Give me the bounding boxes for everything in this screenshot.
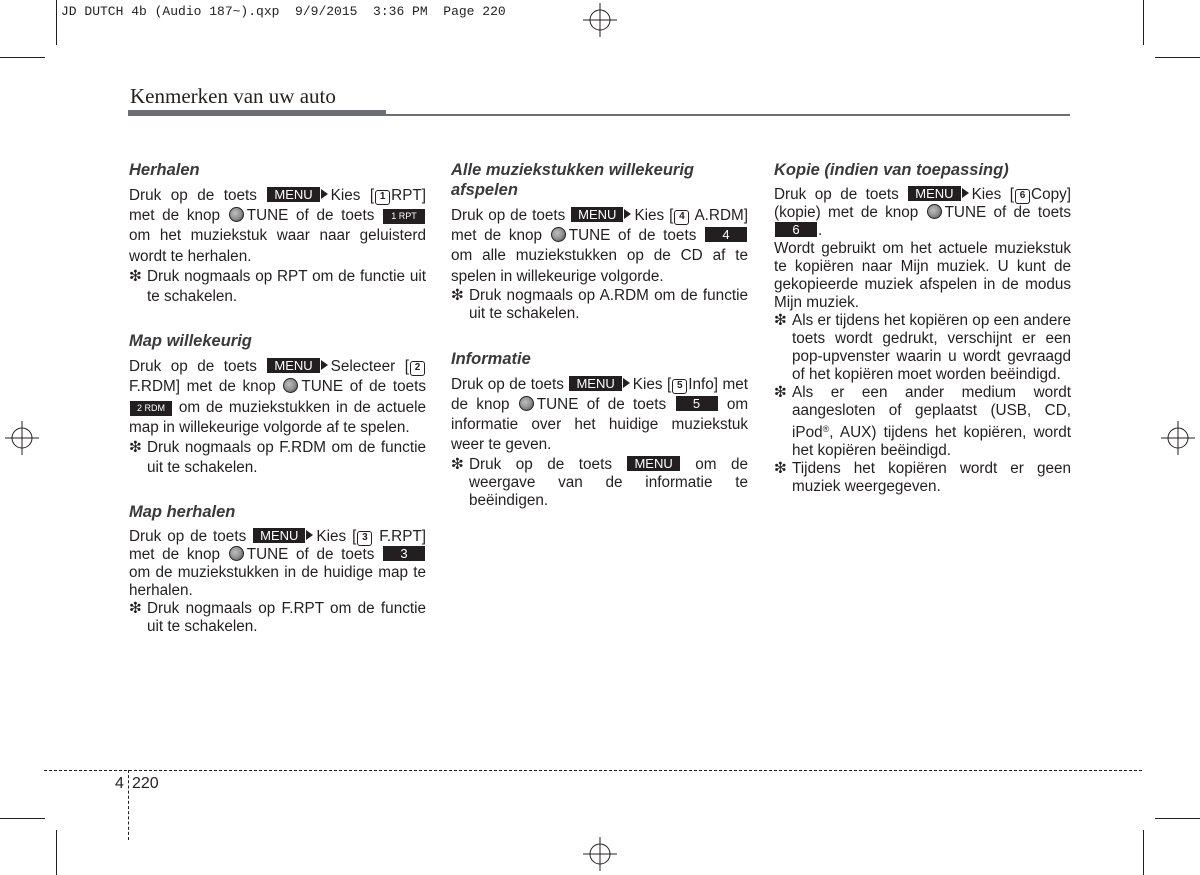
- preset-key-6: 6: [775, 222, 817, 237]
- note: ❇ Druk nogmaals op F.RPT om de functie uit te schakelen.: [129, 600, 426, 636]
- chapter-number: 4: [115, 775, 124, 792]
- note-symbol: ❇: [451, 286, 464, 304]
- number-key-icon: 3: [357, 531, 372, 546]
- preset-key-4: 4: [705, 227, 747, 242]
- tune-knob-icon: [519, 396, 534, 411]
- note: ❇ Druk nogmaals op A.RDM om de functie uit te schakelen.: [451, 286, 748, 322]
- title-rule: [386, 114, 1070, 116]
- menu-key: MENU: [908, 186, 960, 201]
- number-key-icon: 6: [1015, 189, 1030, 204]
- preset-key-1: 1 RPT: [383, 209, 425, 224]
- tune-knob-icon: [927, 204, 942, 219]
- note: ❇ Druk nogmaals op RPT om de functie uit te schakelen.: [129, 267, 426, 306]
- menu-key: MENU: [267, 187, 319, 202]
- menu-key: MENU: [253, 528, 305, 543]
- note-symbol: ❇: [129, 267, 142, 285]
- note: ❇ Druk nogmaals op F.RDM om de functie uit te schakelen.: [129, 439, 426, 477]
- column-1: [129, 160, 426, 636]
- paragraph: Druk op de toets MENU Kies [ 6 Copy] (kopie) met de knop TUNE of de toets 6 .: [774, 186, 1072, 239]
- registration-mark-right: [1161, 421, 1195, 455]
- crop-mark: [0, 818, 45, 819]
- arrow-right-icon: [321, 360, 328, 370]
- crop-mark: [56, 0, 57, 45]
- number-key-icon: 1: [375, 190, 390, 205]
- section-heading: Alle muziekstukken willekeurig afspelen: [451, 161, 695, 199]
- note: ❇ Als er tijdens het kopiëren op een andere toets wordt gedrukt, verschijnt er een pop-upvenster waarin u wordt gevraagd of het kopiëren moet worden beëindigd.: [774, 312, 1071, 383]
- paragraph: Druk op de toets MENU Kies [ 5 Info] met de knop TUNE of de toets 5 om informatie over het huidige muziekstuk weer te geven.: [451, 375, 749, 454]
- crop-mark: [1143, 0, 1144, 45]
- menu-key: MENU: [571, 207, 623, 222]
- crop-mark: [56, 830, 57, 875]
- preset-key-5: 5: [676, 396, 718, 411]
- number-key-icon: 2: [410, 361, 425, 376]
- crop-mark: [0, 57, 45, 58]
- footer-divider: [128, 770, 129, 840]
- note-symbol: ❇: [774, 384, 787, 401]
- tune-knob-icon: [229, 546, 244, 561]
- paragraph: Druk op de toets MENU Selecteer [ 2 F.RDM] met de knop TUNE of de toets 2 RDM om de muziekstukken in de actuele map in willekeurige volgorde af te spelen.: [129, 358, 427, 436]
- tune-knob-icon: [283, 378, 298, 393]
- column-3: [774, 160, 1071, 496]
- note-symbol: ❇: [774, 312, 787, 329]
- note: ❇ Tijdens het kopiëren wordt er geen muziek weergegeven.: [774, 460, 1071, 495]
- column-2: [451, 160, 748, 510]
- title-rule: [128, 110, 386, 116]
- paragraph: Wordt gebruikt om het actuele muziekstuk te kopiëren naar Mijn muziek. U kunt de gekopieerde muziek afspelen in de modus Mijn muziek.: [774, 240, 1071, 311]
- page-number: 220: [132, 775, 159, 792]
- arrow-right-icon: [624, 209, 631, 219]
- section-heading: Map herhalen: [129, 503, 236, 522]
- note-symbol: ❇: [129, 439, 142, 457]
- note-symbol: ❇: [451, 455, 464, 473]
- preset-key-2: 2 RDM: [130, 401, 172, 416]
- footer-rule: [44, 770, 1142, 771]
- menu-key: MENU: [267, 358, 319, 373]
- tune-knob-icon: [551, 227, 566, 242]
- note-symbol: ❇: [129, 600, 142, 618]
- section-heading: Herhalen: [129, 161, 200, 179]
- print-slug: JD DUTCH 4b (Audio 187~).qxp 9/9/2015 3:36 PM Page 220: [61, 4, 506, 19]
- registered-mark: ®: [822, 424, 830, 434]
- registration-mark-left: [5, 421, 39, 455]
- paragraph: Druk op de toets MENU Kies [ 3 F.RPT] met de knop TUNE of de toets 3 om de muziekstukken in de huidige map te herhalen.: [129, 528, 427, 600]
- note: ❇ Als er een ander medium wordt aangesloten of geplaatst (USB, CD, iPod®, AUX) tijdens het kopiëren, wordt het kopiëren beëindigd.: [774, 384, 1071, 459]
- arrow-right-icon: [306, 530, 313, 540]
- preset-key-3: 3: [383, 546, 425, 561]
- number-key-icon: 4: [674, 210, 689, 225]
- registration-mark-top: [583, 3, 617, 37]
- arrow-right-icon: [321, 189, 328, 199]
- number-key-icon: 5: [672, 379, 687, 394]
- tune-knob-icon: [229, 207, 244, 222]
- section-heading: Map willekeurig: [129, 332, 252, 351]
- registration-mark-bottom: [583, 837, 617, 871]
- arrow-right-icon: [623, 378, 630, 388]
- section-heading: Informatie: [451, 349, 531, 368]
- crop-mark: [1155, 818, 1200, 819]
- arrow-right-icon: [962, 188, 969, 198]
- crop-mark: [1155, 57, 1200, 58]
- note: ❇ Druk op de toets MENU om de weergave van de informatie te beëindigen.: [451, 455, 749, 509]
- section-heading: Kopie (indien van toepassing): [774, 161, 1009, 179]
- chapter-title: Kenmerken van uw auto: [130, 84, 336, 108]
- menu-key: MENU: [627, 456, 679, 471]
- paragraph: Druk op de toets MENU Kies [ 1 RPT] met de knop TUNE of de toets 1 RPT om het muziekstuk waar naar geluisterd wordt te herhalen.: [129, 187, 426, 265]
- paragraph: Druk op de toets MENU Kies [ 4 A.RDM] met de knop TUNE of de toets 4 om alle muziekstukken op de CD af te spelen in willekeurige volgorde.: [451, 207, 749, 285]
- crop-mark: [1143, 830, 1144, 875]
- menu-key: MENU: [569, 376, 621, 391]
- note-symbol: ❇: [774, 460, 787, 477]
